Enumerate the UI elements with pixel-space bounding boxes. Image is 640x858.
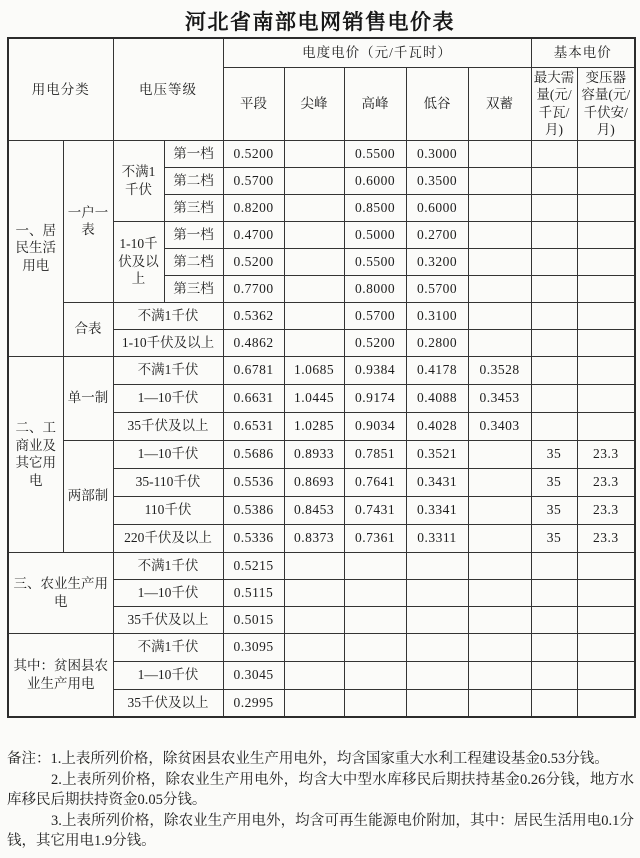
price-flat: 0.5115	[223, 579, 284, 606]
price-sharp-empty	[284, 329, 344, 356]
basic-demand-empty	[531, 412, 577, 440]
price-dual-empty	[468, 496, 531, 524]
price-sharp-empty	[284, 689, 344, 717]
price-valley: 0.3500	[406, 167, 468, 194]
basic-demand-empty	[531, 221, 577, 248]
price-flat: 0.4862	[223, 329, 284, 356]
basic-transformer-empty	[577, 384, 635, 412]
basic-max-demand: 35	[531, 524, 577, 552]
basic-transformer-capacity: 23.3	[577, 468, 635, 496]
price-valley: 0.3311	[406, 524, 468, 552]
price-flat: 0.5015	[223, 606, 284, 633]
voltage-below-1kv: 不满1千伏	[113, 302, 223, 329]
basic-transformer-empty	[577, 633, 635, 661]
voltage-1-10kv: 1—10千伏	[113, 384, 223, 412]
price-flat: 0.3095	[223, 633, 284, 661]
price-sharp: 1.0285	[284, 412, 344, 440]
tier-label: 第三档	[164, 275, 223, 302]
price-peak: 0.7641	[344, 468, 406, 496]
price-dual: 0.3453	[468, 384, 531, 412]
basic-transformer-empty	[577, 302, 635, 329]
tier-label: 第二档	[164, 248, 223, 275]
basic-demand-empty	[531, 194, 577, 221]
price-flat: 0.5536	[223, 468, 284, 496]
price-sharp-empty	[284, 275, 344, 302]
basic-transformer-empty	[577, 140, 635, 167]
price-flat: 0.5700	[223, 167, 284, 194]
header-flat-period: 平段	[223, 67, 284, 140]
header-basic-price-group: 基本电价	[531, 38, 635, 67]
price-dual-empty	[468, 302, 531, 329]
price-valley: 0.3200	[406, 248, 468, 275]
price-sharp-empty	[284, 552, 344, 579]
category-agriculture: 三、农业生产用电	[8, 552, 113, 633]
basic-transformer-empty	[577, 275, 635, 302]
price-peak-empty	[344, 661, 406, 689]
footnote-3: 3.上表所列价格，除农业生产用电外，均含可再生能源电价附加，其中：居民生活用电0.1分钱，其它用电1.9分钱。	[7, 812, 634, 850]
price-sharp-empty	[284, 167, 344, 194]
voltage-35kv-above: 35千伏及以上	[113, 689, 223, 717]
price-peak: 0.5500	[344, 248, 406, 275]
basic-transformer-empty	[577, 329, 635, 356]
price-dual-empty	[468, 140, 531, 167]
header-dual-storage: 双蓄	[468, 67, 531, 140]
price-peak-empty	[344, 579, 406, 606]
price-flat: 0.4700	[223, 221, 284, 248]
price-peak: 0.5200	[344, 329, 406, 356]
price-dual-empty	[468, 606, 531, 633]
voltage-35-110kv: 35-110千伏	[113, 468, 223, 496]
price-flat: 0.5200	[223, 248, 284, 275]
price-dual-empty	[468, 552, 531, 579]
price-peak: 0.5500	[344, 140, 406, 167]
voltage-below-1kv: 不满1千伏	[113, 140, 164, 221]
price-peak: 0.8500	[344, 194, 406, 221]
price-sharp: 0.8933	[284, 440, 344, 468]
price-peak: 0.9034	[344, 412, 406, 440]
price-valley: 0.3341	[406, 496, 468, 524]
price-dual-empty	[468, 468, 531, 496]
header-category: 用电分类	[8, 38, 113, 140]
voltage-1-10kv: 1—10千伏	[113, 661, 223, 689]
footnote-1-text: 1.上表所列价格，除贫困县农业生产用电外，均含国家重大水利工程建设基金0.53分钱。	[50, 751, 609, 767]
basic-demand-empty	[531, 633, 577, 661]
price-sharp-empty	[284, 633, 344, 661]
basic-transformer-capacity: 23.3	[577, 440, 635, 468]
price-valley-empty	[406, 633, 468, 661]
basic-demand-empty	[531, 302, 577, 329]
price-dual-empty	[468, 579, 531, 606]
price-dual-empty	[468, 633, 531, 661]
price-sharp-empty	[284, 579, 344, 606]
price-sharp: 0.8373	[284, 524, 344, 552]
price-flat: 0.6531	[223, 412, 284, 440]
price-peak: 0.9174	[344, 384, 406, 412]
price-flat: 0.5215	[223, 552, 284, 579]
price-sharp-empty	[284, 140, 344, 167]
basic-transformer-empty	[577, 194, 635, 221]
price-flat: 0.5386	[223, 496, 284, 524]
price-peak: 0.8000	[344, 275, 406, 302]
price-valley-empty	[406, 579, 468, 606]
voltage-1-10kv: 1—10千伏	[113, 579, 223, 606]
price-peak: 0.5700	[344, 302, 406, 329]
header-max-demand: 最大需量(元/千瓦/月)	[531, 67, 577, 140]
price-peak: 0.5000	[344, 221, 406, 248]
voltage-below-1kv: 不满1千伏	[113, 356, 223, 384]
system-single: 单一制	[63, 356, 113, 440]
price-valley: 0.2700	[406, 221, 468, 248]
voltage-1-10kv-above: 1-10千伏及以上	[113, 329, 223, 356]
header-valley: 低谷	[406, 67, 468, 140]
price-sharp-empty	[284, 661, 344, 689]
basic-demand-empty	[531, 167, 577, 194]
category-industrial: 二、工商业及其它用电	[8, 356, 63, 552]
price-flat: 0.5686	[223, 440, 284, 468]
price-valley: 0.5700	[406, 275, 468, 302]
price-valley: 0.3521	[406, 440, 468, 468]
price-valley-empty	[406, 552, 468, 579]
price-peak: 0.7431	[344, 496, 406, 524]
system-two-part: 两部制	[63, 440, 113, 552]
price-dual: 0.3403	[468, 412, 531, 440]
price-peak-empty	[344, 633, 406, 661]
basic-demand-empty	[531, 356, 577, 384]
price-flat: 0.7700	[223, 275, 284, 302]
basic-demand-empty	[531, 661, 577, 689]
price-valley: 0.3431	[406, 468, 468, 496]
basic-transformer-capacity: 23.3	[577, 496, 635, 524]
price-flat: 0.2995	[223, 689, 284, 717]
price-dual-empty	[468, 440, 531, 468]
basic-demand-empty	[531, 384, 577, 412]
price-dual-empty	[468, 524, 531, 552]
price-flat: 0.8200	[223, 194, 284, 221]
header-transformer-capacity: 变压器容量(元/千伏安/月)	[577, 67, 635, 140]
price-valley: 0.4178	[406, 356, 468, 384]
price-sharp: 1.0685	[284, 356, 344, 384]
price-peak: 0.7851	[344, 440, 406, 468]
price-flat: 0.5362	[223, 302, 284, 329]
price-flat: 0.3045	[223, 661, 284, 689]
price-peak-empty	[344, 606, 406, 633]
price-sharp-empty	[284, 302, 344, 329]
header-energy-price-group: 电度电价（元/千瓦时）	[223, 38, 531, 67]
basic-demand-empty	[531, 140, 577, 167]
price-sharp-empty	[284, 194, 344, 221]
price-peak: 0.6000	[344, 167, 406, 194]
price-valley: 0.3000	[406, 140, 468, 167]
meter-type-single: 一户一表	[63, 140, 113, 302]
voltage-35kv-above: 35千伏及以上	[113, 412, 223, 440]
price-dual-empty	[468, 689, 531, 717]
basic-transformer-empty	[577, 606, 635, 633]
price-sharp: 0.8453	[284, 496, 344, 524]
basic-transformer-capacity: 23.3	[577, 524, 635, 552]
price-valley: 0.2800	[406, 329, 468, 356]
price-valley: 0.6000	[406, 194, 468, 221]
tier-label: 第一档	[164, 140, 223, 167]
basic-transformer-empty	[577, 221, 635, 248]
meter-type-combined: 合表	[63, 302, 113, 356]
basic-transformer-empty	[577, 689, 635, 717]
footnote-1	[7, 749, 634, 770]
header-peak: 高峰	[344, 67, 406, 140]
basic-transformer-empty	[577, 167, 635, 194]
electricity-price-table	[7, 37, 636, 718]
basic-demand-empty	[531, 579, 577, 606]
price-dual-empty	[468, 248, 531, 275]
voltage-below-1kv: 不满1千伏	[113, 552, 223, 579]
price-sharp-empty	[284, 248, 344, 275]
basic-transformer-empty	[577, 248, 635, 275]
category-poor-county-agriculture: 其中：贫困县农业生产用电	[8, 633, 113, 717]
footnotes	[7, 749, 634, 852]
basic-max-demand: 35	[531, 496, 577, 524]
basic-transformer-empty	[577, 412, 635, 440]
price-sharp-empty	[284, 606, 344, 633]
category-residential: 一、居民生活用电	[8, 140, 63, 356]
price-sharp: 1.0445	[284, 384, 344, 412]
price-peak: 0.7361	[344, 524, 406, 552]
voltage-1-10kv: 1—10千伏	[113, 440, 223, 468]
price-dual-empty	[468, 661, 531, 689]
footnote-2: 2.上表所列价格，除农业生产用电外，均含大中型水库移民后期扶持基金0.26分钱，地方水库移民后期扶持资金0.05分钱。	[7, 771, 634, 809]
basic-demand-empty	[531, 275, 577, 302]
basic-transformer-empty	[577, 552, 635, 579]
price-peak-empty	[344, 689, 406, 717]
price-valley-empty	[406, 606, 468, 633]
price-valley-empty	[406, 689, 468, 717]
tier-label: 第一档	[164, 221, 223, 248]
price-flat: 0.5336	[223, 524, 284, 552]
footnote-label: 备注：	[7, 751, 51, 767]
price-valley: 0.3100	[406, 302, 468, 329]
voltage-1-10kv-above: 1-10千伏及以上	[113, 221, 164, 302]
header-voltage: 电压等级	[113, 38, 223, 140]
price-sharp: 0.8693	[284, 468, 344, 496]
basic-max-demand: 35	[531, 440, 577, 468]
voltage-220kv-above: 220千伏及以上	[113, 524, 223, 552]
price-dual-empty	[468, 194, 531, 221]
header-sharp-peak: 尖峰	[284, 67, 344, 140]
price-valley-empty	[406, 661, 468, 689]
price-dual-empty	[468, 221, 531, 248]
basic-demand-empty	[531, 248, 577, 275]
price-sharp-empty	[284, 221, 344, 248]
price-dual: 0.3528	[468, 356, 531, 384]
price-dual-empty	[468, 275, 531, 302]
price-valley: 0.4028	[406, 412, 468, 440]
basic-demand-empty	[531, 689, 577, 717]
tier-label: 第二档	[164, 167, 223, 194]
price-dual-empty	[468, 167, 531, 194]
price-flat: 0.5200	[223, 140, 284, 167]
voltage-110kv: 110千伏	[113, 496, 223, 524]
tier-label: 第三档	[164, 194, 223, 221]
basic-demand-empty	[531, 606, 577, 633]
price-peak-empty	[344, 552, 406, 579]
price-peak: 0.9384	[344, 356, 406, 384]
price-flat: 0.6631	[223, 384, 284, 412]
voltage-35kv-above: 35千伏及以上	[113, 606, 223, 633]
basic-demand-empty	[531, 552, 577, 579]
basic-transformer-empty	[577, 356, 635, 384]
price-flat: 0.6781	[223, 356, 284, 384]
price-valley: 0.4088	[406, 384, 468, 412]
basic-transformer-empty	[577, 661, 635, 689]
page-title: 河北省南部电网销售电价表	[185, 10, 455, 34]
basic-demand-empty	[531, 329, 577, 356]
price-dual-empty	[468, 329, 531, 356]
basic-max-demand: 35	[531, 468, 577, 496]
voltage-below-1kv: 不满1千伏	[113, 633, 223, 661]
basic-transformer-empty	[577, 579, 635, 606]
